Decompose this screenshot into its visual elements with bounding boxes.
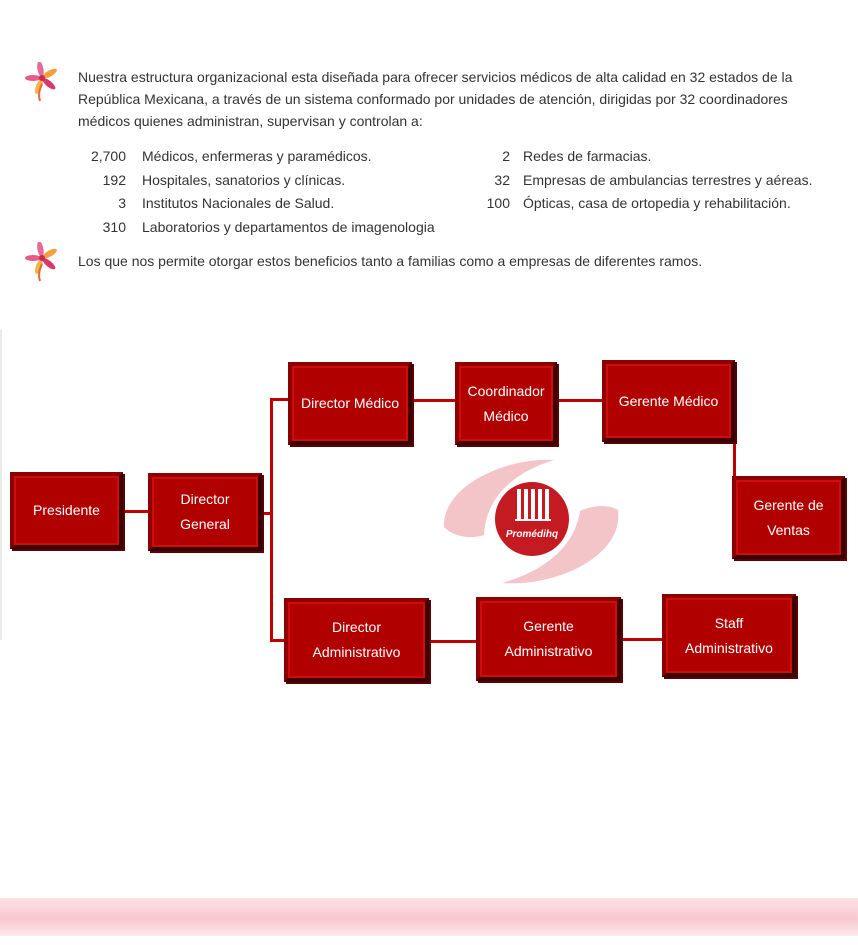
connector-line bbox=[270, 398, 273, 642]
connector-line bbox=[122, 510, 150, 513]
flower-bullet-icon bbox=[25, 242, 59, 282]
org-box-label: Director Administrativo bbox=[312, 619, 401, 660]
footer-band bbox=[0, 898, 858, 936]
connector-line bbox=[556, 399, 604, 402]
stat-row bbox=[80, 169, 435, 193]
stat-row bbox=[80, 192, 435, 216]
org-box-gerente-medico bbox=[602, 360, 735, 442]
connector-line bbox=[620, 638, 663, 641]
logo-text: Promédihq bbox=[505, 529, 559, 540]
stat-value: 2,700 bbox=[90, 148, 126, 164]
connector-line bbox=[270, 398, 290, 401]
org-box-gerente-administrativo bbox=[476, 597, 621, 681]
stat-label: Redes de farmacias. bbox=[523, 148, 652, 164]
org-box-label: Gerente Administrativo bbox=[504, 618, 593, 659]
stats-right bbox=[478, 145, 812, 216]
promedihq-logo bbox=[438, 455, 624, 587]
org-box-gerente-ventas bbox=[732, 476, 845, 559]
org-box-label: Director General bbox=[180, 491, 230, 532]
org-box-coordinador-medico bbox=[455, 362, 557, 445]
stat-row bbox=[478, 192, 812, 216]
org-box-label: Staff Administrativo bbox=[685, 614, 773, 656]
org-box-label: Gerente de Ventas bbox=[753, 496, 824, 538]
org-box-label: Presidente bbox=[33, 502, 100, 518]
stat-value: 2 bbox=[502, 148, 510, 164]
stat-value: 3 bbox=[118, 195, 126, 211]
stat-label: Ópticas, casa de ortopedia y rehabilitación. bbox=[523, 195, 791, 211]
org-box-director-administrativo bbox=[284, 598, 429, 682]
org-box-label: Gerente Médico bbox=[618, 392, 719, 409]
org-box-director-general bbox=[148, 473, 262, 551]
stat-label: Empresas de ambulancias terrestres y aéreas. bbox=[523, 171, 813, 188]
left-border bbox=[0, 330, 2, 640]
stat-label: Médicos, enfermeras y paramédicos. bbox=[142, 148, 372, 164]
stat-value: 32 bbox=[494, 171, 510, 188]
stat-label: Laboratorios y departamentos de imagenologia bbox=[142, 218, 435, 235]
stat-value: 310 bbox=[102, 218, 126, 235]
stats-left bbox=[80, 145, 435, 239]
org-box-presidente bbox=[10, 472, 123, 549]
flower-bullet-icon bbox=[25, 62, 59, 102]
stat-row bbox=[478, 169, 812, 193]
org-box-staff-administrativo bbox=[662, 594, 796, 677]
stat-row bbox=[80, 216, 435, 240]
org-box-label: Coordinador Médico bbox=[467, 382, 545, 424]
stat-row bbox=[80, 145, 435, 169]
closing-paragraph: Los que nos permite otorgar estos beneficios tanto a familias como a empresas de diferentes ramos. bbox=[78, 253, 703, 269]
org-box-label: Director Médico bbox=[300, 395, 400, 411]
intro-paragraph: Nuestra estructura organizacional esta diseñada para ofrecer servicios médicos de alta calidad en 32 estados de la República Mexicana, a través de un sistema conformado por unidades de atención, dirigidas por 32 coordinadores médicos quienes administran, supervisan y controlan a: bbox=[78, 69, 793, 129]
stat-value: 100 bbox=[486, 195, 510, 211]
stat-value: 192 bbox=[102, 171, 126, 188]
connector-line bbox=[427, 640, 477, 643]
connector-line bbox=[412, 399, 457, 402]
stat-row bbox=[478, 145, 812, 169]
stat-label: Hospitales, sanatorios y clínicas. bbox=[142, 171, 346, 188]
connector-line bbox=[733, 440, 736, 478]
org-box-director-medico bbox=[288, 362, 412, 445]
stat-label: Institutos Nacionales de Salud. bbox=[142, 195, 335, 211]
